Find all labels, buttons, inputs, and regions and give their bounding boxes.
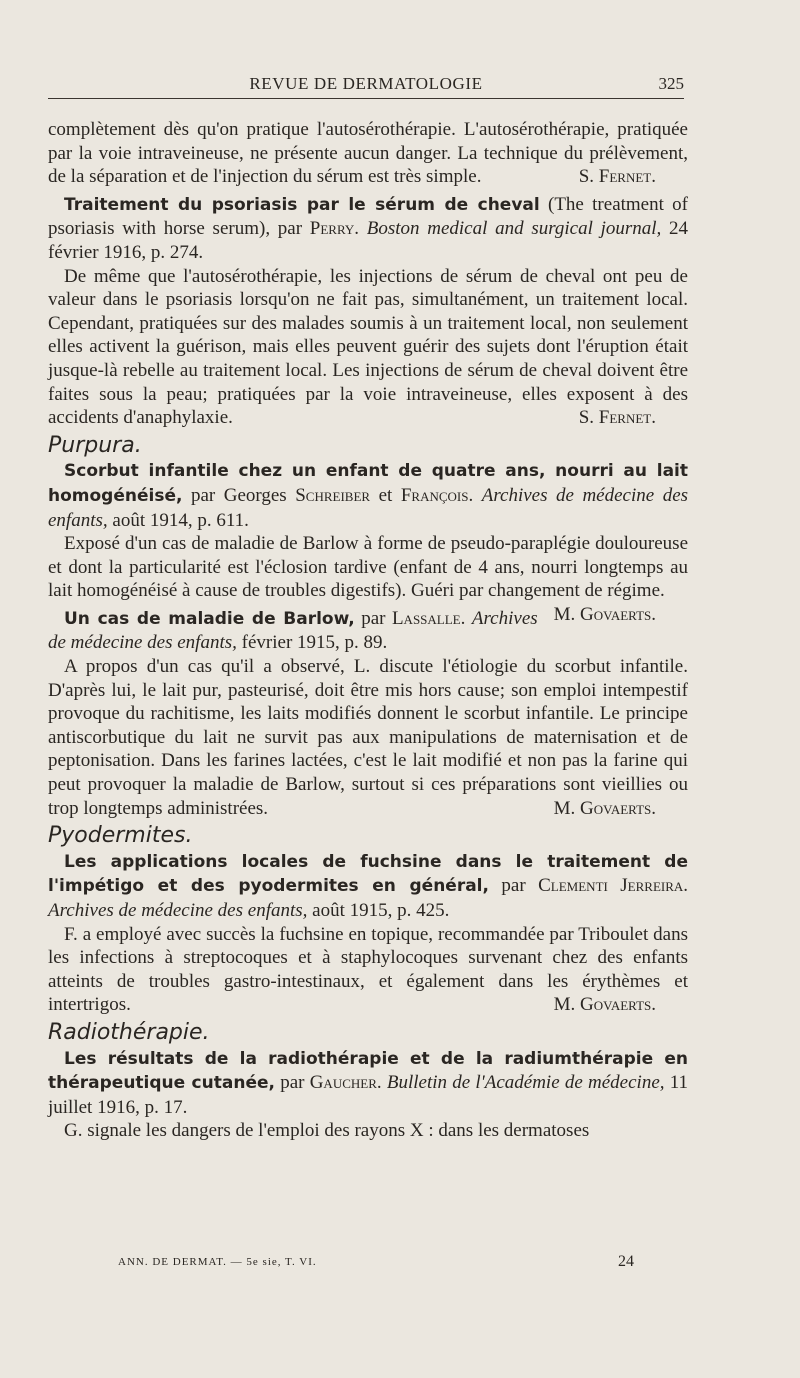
citation: par xyxy=(501,875,526,897)
page-footer xyxy=(118,1253,658,1270)
article-title: Scorbut infantile chez un enfant de quatre ans, nourri au lait homogénéisé, xyxy=(48,461,688,506)
footer-citation: ANN. DE DERMAT. — 5e sie, T. VI. xyxy=(118,1256,317,1268)
section-heading-purpura: Purpura. xyxy=(48,432,142,458)
author: Gaucher. xyxy=(309,1072,382,1094)
journal-name: Archives de médecine des enfants, xyxy=(48,484,689,531)
signature: S. Fernet. xyxy=(578,407,656,429)
abstract-text: F. a employé avec succès la fuchsine en topique, recommandée par Triboulet dans les infections à streptocoques et à staphylocoques survenant chez des enfants atteints de troubles gastro-intestinaux, et également dans les érythèmes et intertrigos. xyxy=(48,923,688,1016)
signature-mark: 24 xyxy=(618,1253,634,1270)
article-title: Les applications locales de fuchsine dans le traitement de l'impétigo et des pyodermites en général, xyxy=(48,851,688,897)
article-title: Un cas de maladie de Barlow, xyxy=(64,608,355,629)
article-fuchsine-body xyxy=(48,923,688,1017)
journal-name: Archives de médecine des enfants, xyxy=(48,900,308,921)
citation: par xyxy=(361,607,386,629)
journal-name: Archives de médecine des enfants, xyxy=(48,607,538,654)
article-barlow-body xyxy=(48,655,688,820)
signature: M. Govaerts. xyxy=(553,603,656,625)
article-psoriasis-heading xyxy=(48,193,688,265)
citation: (The treatment of psoriasis with horse serum), par xyxy=(48,193,689,240)
journal-name: Boston medical and surgical journal, xyxy=(366,218,662,240)
citation-date: 11 juillet 1916, p. 17. xyxy=(48,1072,689,1118)
signature: M. Govaerts. xyxy=(553,994,656,1016)
article-psoriasis-body xyxy=(48,265,688,430)
section-heading-radiotherapie: Radiothérapie. xyxy=(48,1019,210,1045)
article-title: Traitement du psoriasis par le sérum de cheval xyxy=(64,194,540,215)
abstract-text: De même que l'autosérothérapie, les injections de sérum de cheval ont peu de valeur dans le psoriasis lorsqu'on ne fait pas, simultanément, un traitement local. Cependant, pratiquées sur des malades soumis à un traitement local, non seulement elles activent la guérison, mais elles peuvent guérir des sujets dont l'éruption était jusque-là rebelle au traitement local. Les injections de sérum de cheval doivent être faites sous la peau; pratiquées par la voie intraveineuse, elles exposent à des accidents d'anaphylaxie. xyxy=(48,265,688,429)
running-header xyxy=(48,72,684,99)
abstract-text: Exposé d'un cas de maladie de Barlow à forme de pseudo-paraplégie douloureuse et dont la particularité est l'éclosion tardive (enfant de 4 ans, nourri longtemps au lait homogénéisé à cause de troubles digestifs). Guéri par changement de régime. xyxy=(48,533,688,602)
citation-date: 24 février 1916, p. 274. xyxy=(48,218,689,263)
abstract-text: A propos d'un cas qu'il a observé, L. discute l'étiologie du scorbut infantile. D'après lui, le lait pur, pasteurisé, doit être mis hors cause; son emploi intempestif provoque du rachitisme, les laits modifiés donnent le scorbut infantile. Le principe antiscorbutique du lait ne survit pas aux manipulations de maternisation et de peptonisation. Dans les farines lactées, c'est le lait modifié et non pas la farine qui peut provoquer la maladie de Barlow, surtout si ces préparations sont vieillies ou trop longtemps administrées. xyxy=(48,656,688,819)
citation: par xyxy=(280,1072,305,1094)
intro-text: complètement dès qu'on pratique l'autosérothérapie. L'autosérothérapie, pratiquée par la voie intraveineuse, ne présente aucun danger. La technique du prélèvement, de la séparation et de l'injection du sérum est très simple. xyxy=(48,119,688,188)
article-scorbut-heading xyxy=(48,459,688,532)
article-radiotherapie-heading xyxy=(48,1047,688,1120)
article-radiotherapie-body: G. signale les dangers de l'emploi des rayons X : dans les dermatoses xyxy=(64,1120,590,1142)
page-number: 325 xyxy=(658,74,684,93)
article-title: Les résultats de la radiothérapie et de la radiumthérapie en thérapeutique cutanée, xyxy=(48,1048,688,1094)
signature: M. Govaerts. xyxy=(553,797,656,819)
citation: par Georges xyxy=(190,484,287,506)
author: Perry. xyxy=(309,218,360,240)
text-body xyxy=(48,118,688,1143)
citation-date: août 1915, p. 425. xyxy=(312,900,450,921)
intro-signature: S. Fernet. xyxy=(578,166,656,188)
intro-paragraph xyxy=(48,118,688,189)
journal-name: Bulletin de l'Académie de médecine, xyxy=(386,1072,665,1094)
author: François. xyxy=(400,484,474,506)
citation-date: février 1915, p. 89. xyxy=(241,632,388,654)
article-fuchsine-heading xyxy=(48,850,688,923)
author: Clementi Jerreira. xyxy=(538,875,689,897)
author: Schreiber xyxy=(295,484,371,506)
conjunction: et xyxy=(378,484,393,506)
author: Lassalle. xyxy=(391,607,466,629)
section-heading-pyodermites: Pyodermites. xyxy=(48,823,193,849)
journal-title: REVUE DE DERMATOLOGIE xyxy=(249,74,483,93)
citation-date: août 1914, p. 611. xyxy=(112,509,249,531)
